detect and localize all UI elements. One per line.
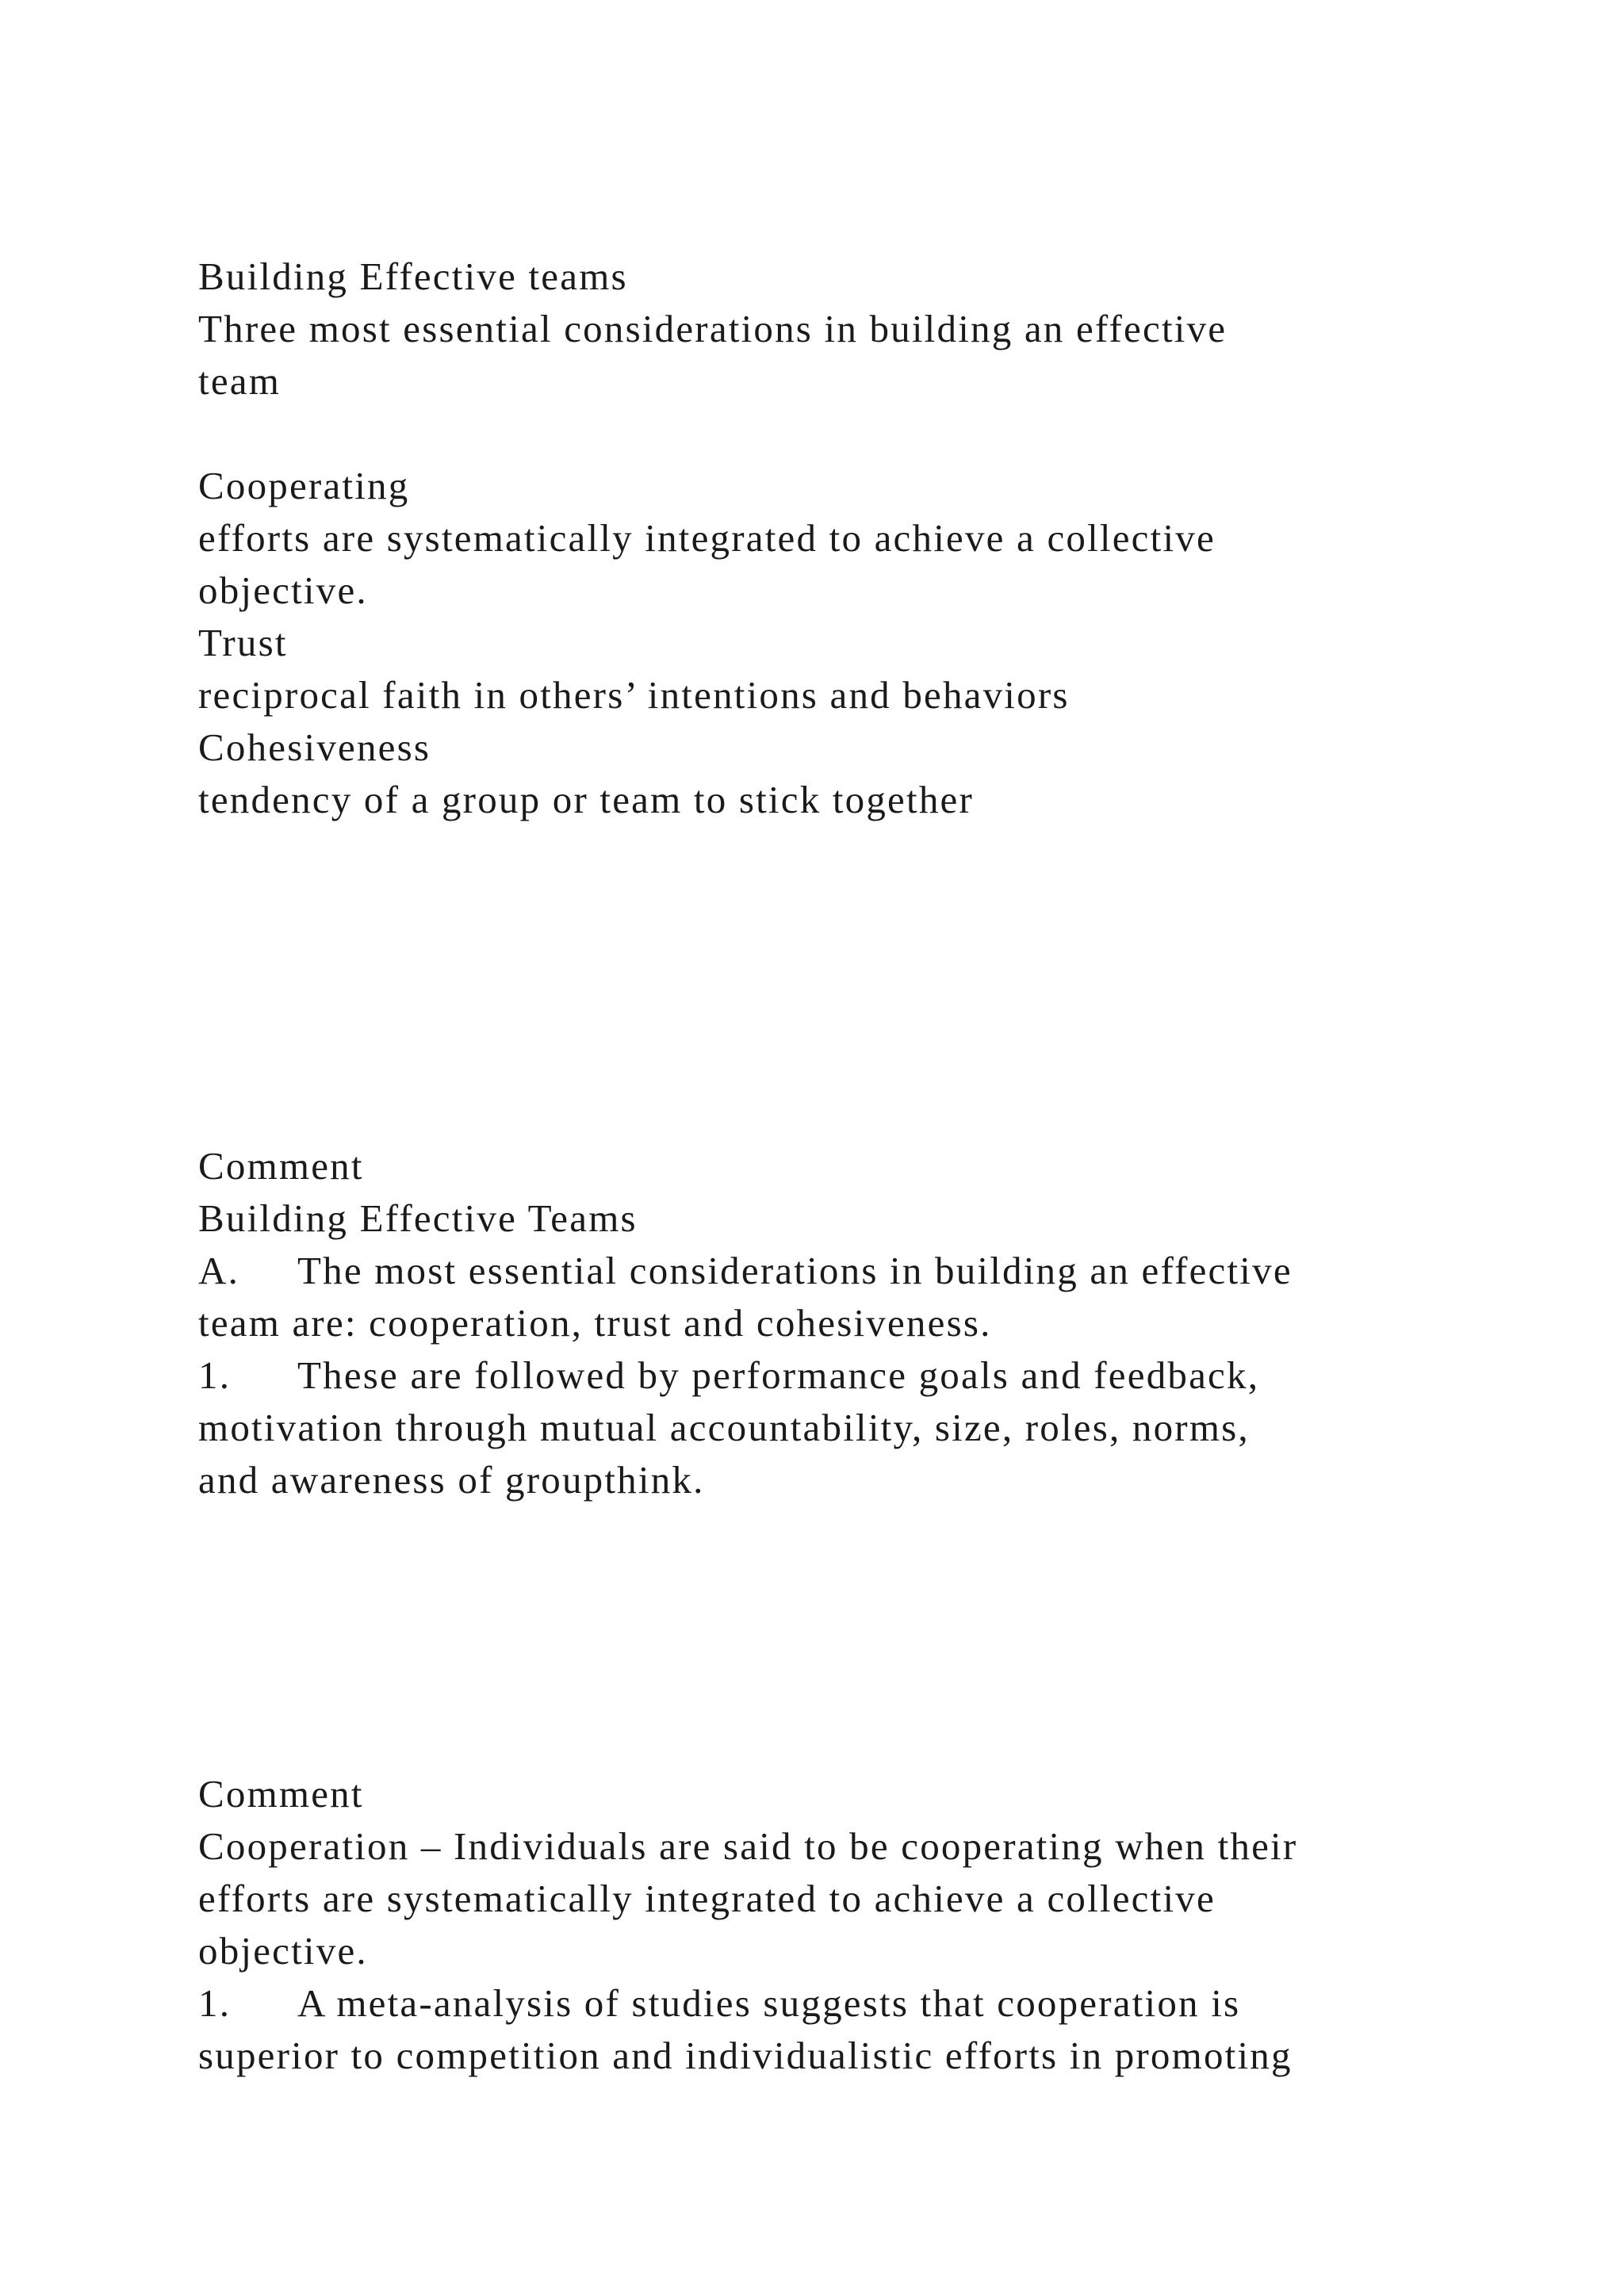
term-heading: Trust: [198, 621, 288, 664]
text-line: and awareness of groupthink.: [198, 1458, 705, 1502]
definition-line: efforts are systematically integrated to achieve a collective: [198, 516, 1216, 560]
text-line: Cooperation – Individuals are said to be cooperating when their: [198, 1824, 1298, 1868]
comment-label: Comment: [198, 1144, 364, 1188]
list-item: [198, 1245, 1293, 1297]
document-title: Building Effective teams: [198, 254, 628, 298]
list-item: [198, 1977, 1240, 2030]
list-item-text: A meta-analysis of studies suggests that cooperation is: [297, 1981, 1241, 2025]
term-heading: Cooperating: [198, 464, 410, 507]
definition-line: objective.: [198, 568, 368, 612]
text-line: Three most essential considerations in building an effective: [198, 307, 1228, 350]
definition-line: tendency of a group or team to stick together: [198, 778, 974, 821]
definition-line: reciprocal faith in others’ intentions and behaviors: [198, 673, 1070, 717]
list-item-text: The most essential considerations in building an effective: [297, 1249, 1293, 1292]
list-marker: A.: [198, 1249, 240, 1292]
text-line: motivation through mutual accountability, size, roles, norms,: [198, 1406, 1250, 1449]
text-line: superior to competition and individualistic efforts in promoting: [198, 2034, 1293, 2077]
text-line: team: [198, 359, 282, 403]
text-line: efforts are systematically integrated to achieve a collective: [198, 1877, 1216, 1920]
list-marker: 1.: [198, 1981, 232, 2025]
list-marker: 1.: [198, 1353, 232, 1397]
text-line: team are: cooperation, trust and cohesiveness.: [198, 1301, 992, 1345]
section-heading: Building Effective Teams: [198, 1196, 638, 1240]
list-item: [198, 1349, 1259, 1402]
list-item-text: These are followed by performance goals and feedback,: [297, 1353, 1260, 1397]
comment-label: Comment: [198, 1772, 364, 1816]
term-heading: Cohesiveness: [198, 725, 431, 769]
text-line: objective.: [198, 1929, 368, 1973]
